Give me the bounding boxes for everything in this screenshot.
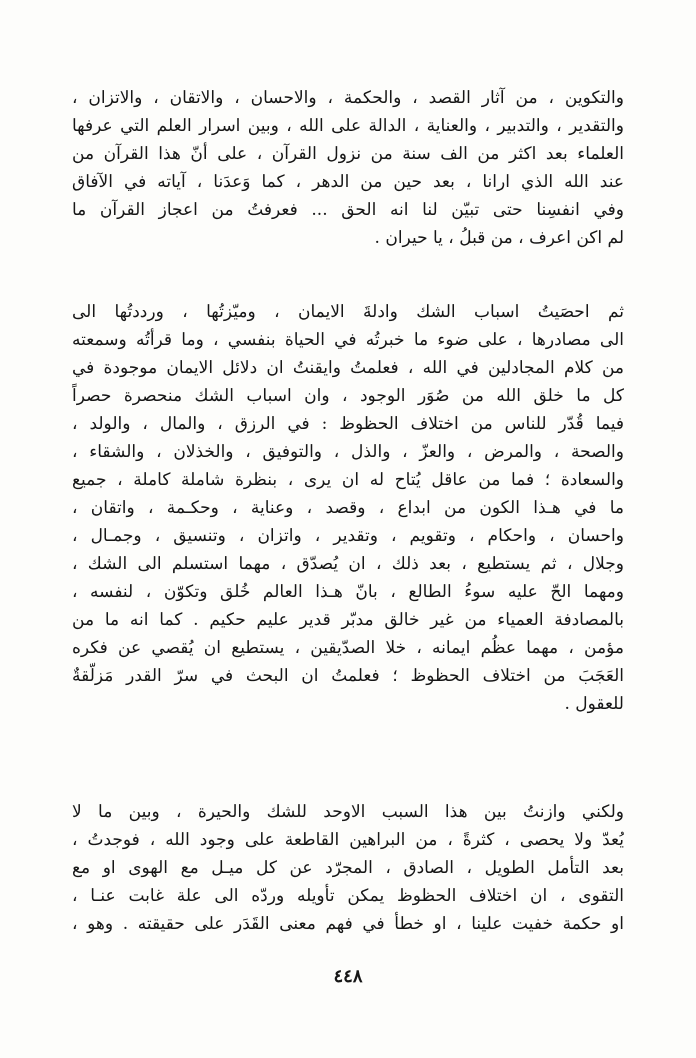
text-line: فيما قُدّر للناس من اختلاف الحظوظ : في الرزق ، والمال ، والولد ، [72,414,624,434]
text-line: والتقدير ، والتدبير ، والعناية ، الدالة على الله ، وبين اسرار العلم التي عرفها [72,116,624,136]
text-line: والتكوين ، من آثار القصد ، والحكمة ، والاحسان ، والاتقان ، والاتزان ، [72,88,624,108]
text-line: ثم احصَيتُ اسباب الشك وادلةَ الايمان ، وميّزتُها ، ورددتُها الى [72,302,624,322]
text-line: التقوى ، ان اختلاف الحظوظ يمكن تأويله وردّه الى علة غابت عنـا ، [72,886,624,906]
text-line: وجلال ، ثم يستطيع ، بعد ذلك ، ان يُصدّق ، مهما استسلم الى الشك ، [72,554,624,574]
text-line: وفي انفسِنا حتى تبيّن لنا انه الحق ... فعرفتُ من اعجاز القرآن ما [72,200,624,220]
text-line: عند الله الذي ارانا ، بعد حين من الدهر ، كما وَعدَنا ، آياته في الآفاق [72,172,624,192]
text-line: يُعدّ ولا يحصى ، كثرةً ، من البراهين القاطعة على وجود الله ، فوجدتُ ، [72,830,624,850]
text-line: كل ما خلق الله من صُوَر الوجود ، وان اسباب الشك منحصرة حصراً [72,386,624,406]
text-line: من كلام المجادلين في الله ، فعلمتُ وايقنتُ ان دلائل الايمان موجودة في [72,358,624,378]
paragraph-1 [72,84,624,252]
text-line: او حكمة خفيت علينا ، او خطأ في فهم معنى القَدَر على حقيقته . وهو ، [72,914,624,934]
paragraph-2 [72,298,624,718]
text-line: والصحة ، والمرض ، والعزّ ، والذل ، والتوفيق ، والخذلان ، والشقاء ، [72,442,624,462]
text-line: الى مصادرها ، على ضوء ما خبرتُه في الحياة بنفسي ، وما قرأتُه وسمعته [72,330,624,350]
text-line: والسعادة ؛ فما من عاقل يُتاح له ان يرى ، بنظرة شاملة كاملة ، جميع [72,470,624,490]
paragraph-3 [72,798,624,938]
text-line: العَجَبَ من اختلاف الحظوظ ؛ فعلمتُ ان البحث في سرّ القدر مَزلّقةٌ [72,666,624,686]
text-line: بالمصادفة العمياء من غير خالق مدبّر قدير عليم حكيم . كما انه ما من [72,610,624,630]
text-line: ولكني وازنتُ بين هذا السبب الاوحد للشك والحيرة ، وبين ما لا [72,802,624,822]
text-line: بعد التأمل الطويل ، الصادق ، المجرّد عن كل ميـل مع الهوى او مع [72,858,624,878]
text-line: ما في هـذا الكون من ابداع ، وقصد ، وعناية ، وحكـمة ، واتقان ، [72,498,624,518]
text-line: واحسان ، واحكام ، وتقويم ، وتقدير ، واتزان ، وتنسيق ، وجمـال ، [72,526,624,546]
text-line: لم اكن اعرف ، من قبلُ ، يا حيران . [374,228,624,248]
text-line: ومهما الحّ عليه سوءُ الطالع ، بانّ هـذا العالم خُلق وتكوّن ، لنفسه ، [72,582,624,602]
text-line: العلماء بعد اكثر من الف سنة من نزول القرآن ، على أنّ هذا القرآن من [72,144,624,164]
page-number: ٤٤٨ [333,966,363,987]
text-line: مؤمن ، مهما عظُم ايمانه ، خلا الصدّيقين ، يستطيع ان يُقصي عن فكره [72,638,624,658]
text-line: للعقول . [564,694,624,714]
